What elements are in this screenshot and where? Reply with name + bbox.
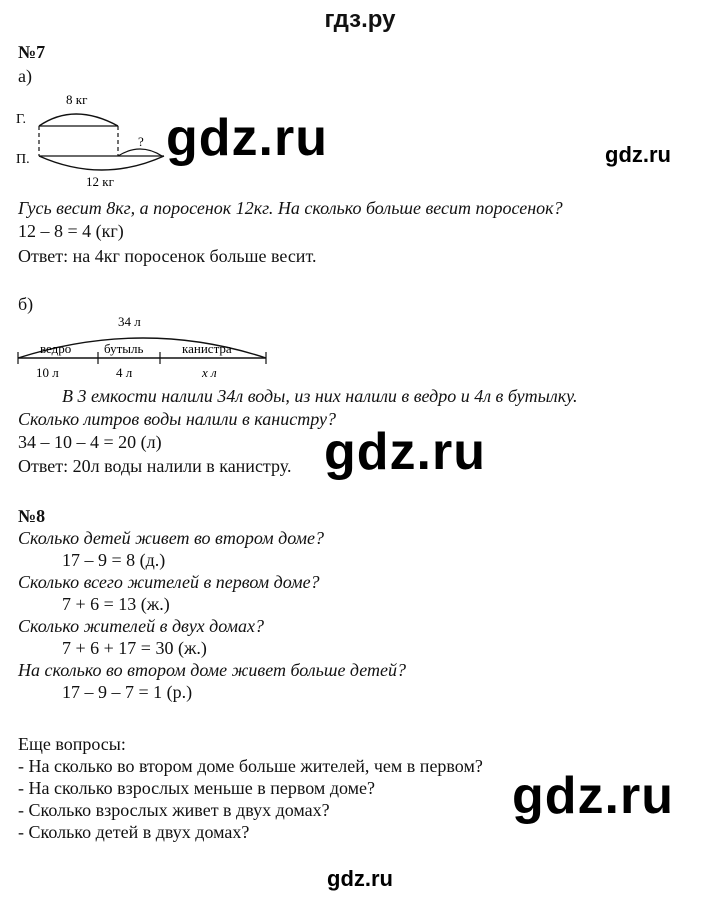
more-question-2: - На сколько взрослых меньше в первом доме? — [18, 778, 376, 798]
task8-number: №8 — [18, 506, 46, 526]
task7a-problem: Гусь весит 8кг, а поросенок 12кг. На сколько больше весит поросенок? — [18, 198, 563, 218]
more-question-3: - Сколько взрослых живет в двух домах? — [18, 800, 330, 820]
diagram-b-seg3: канистра — [182, 341, 232, 356]
diagram-a-question: ? — [138, 134, 144, 149]
watermark-1: gdz.ru — [166, 109, 328, 167]
diagram-a-bottom: 12 кг — [86, 174, 114, 188]
task8-solution-3: 7 + 6 + 17 = 30 (ж.) — [62, 638, 207, 658]
watermark-2: gdz.ru — [605, 142, 671, 167]
diagram-b-total: 34 л — [118, 314, 141, 329]
task7a-solution: 12 – 8 = 4 (кг) — [18, 221, 124, 241]
task7-number: №7 — [18, 42, 46, 62]
task8-question-3: Сколько жителей в двух домах? — [18, 616, 265, 636]
task7b-problem-line2: Сколько литров воды налили в канистру? — [18, 409, 336, 429]
diagram-a-row1: Г. — [16, 112, 27, 127]
more-question-1: - На сколько во втором доме больше жителей, чем в первом? — [18, 756, 483, 776]
diagram-b-seg1: ведро — [40, 341, 72, 356]
diagram-a-top: 8 кг — [66, 92, 88, 107]
task8-question-1: Сколько детей живет во втором доме? — [18, 528, 325, 548]
task7b-problem-line1: В 3 емкости налили 34л воды, из них налили в ведро и 4л в бутылку. — [62, 386, 578, 406]
task7b-label: б) — [18, 294, 34, 314]
watermark-4: gdz.ru — [512, 767, 674, 825]
task7a-answer: Ответ: на 4кг поросенок больше весит. — [18, 246, 317, 266]
diagram-containers — [14, 314, 274, 384]
task8-solution-2: 7 + 6 = 13 (ж.) — [62, 594, 170, 614]
more-questions-title: Еще вопросы: — [18, 734, 126, 754]
watermark-5: gdz.ru — [327, 866, 393, 891]
diagram-b-val2: 4 л — [116, 365, 133, 380]
page-header: гдз.ру — [324, 6, 396, 33]
task7b-solution: 34 – 10 – 4 = 20 (л) — [18, 432, 162, 452]
task7b-answer: Ответ: 20л воды налили в канистру. — [18, 456, 292, 476]
diagram-b-seg2: бутыль — [104, 341, 144, 356]
task8-question-2: Сколько всего жителей в первом доме? — [18, 572, 320, 592]
task8-solution-1: 17 – 9 = 8 (д.) — [62, 550, 166, 570]
more-question-4: - Сколько детей в двух домах? — [18, 822, 250, 842]
diagram-b-val3: x л — [202, 365, 217, 380]
task7a-label: а) — [18, 66, 32, 86]
watermark-3: gdz.ru — [324, 423, 486, 481]
diagram-b-val1: 10 л — [36, 365, 59, 380]
diagram-a-row2: П. — [16, 152, 30, 167]
task8-solution-4: 17 – 9 – 7 = 1 (р.) — [62, 682, 193, 702]
task8-question-4: На сколько во втором доме живет больше детей? — [18, 660, 406, 680]
